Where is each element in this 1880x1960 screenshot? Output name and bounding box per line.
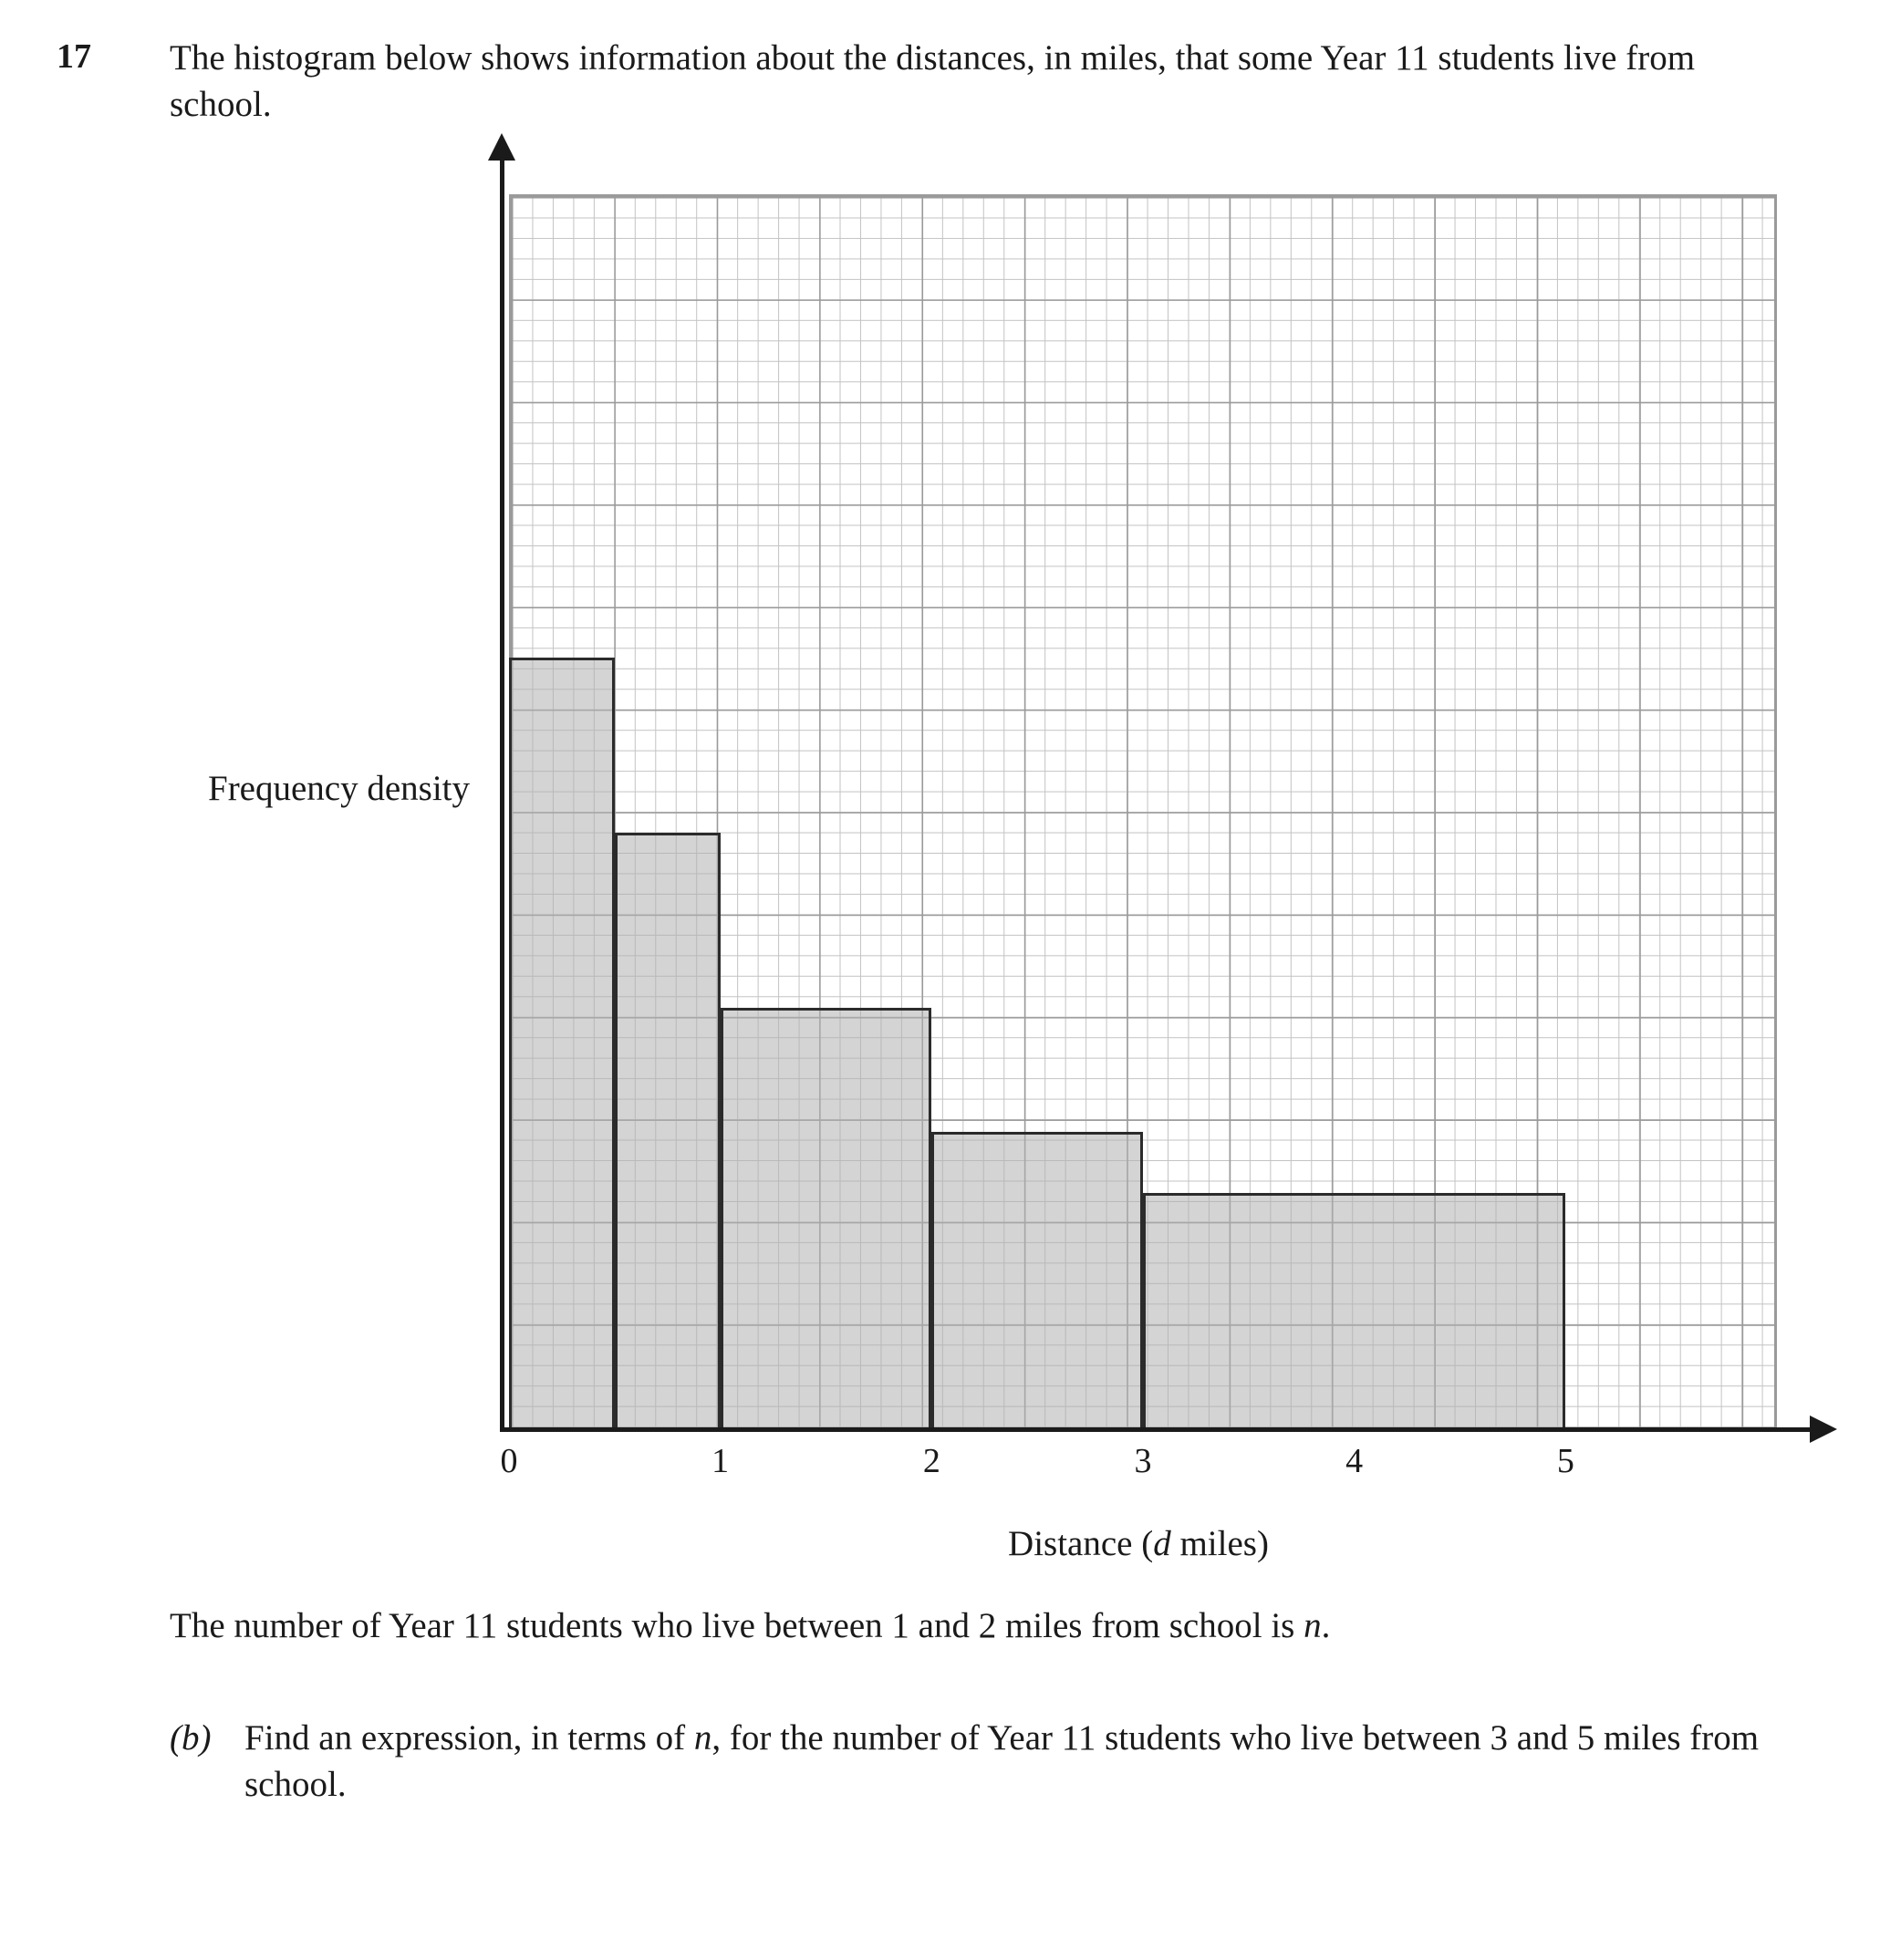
x-axis-line [500, 1427, 1813, 1432]
question-number: 17 [57, 37, 91, 76]
histogram-figure [0, 137, 1880, 1563]
y-axis-line [500, 153, 504, 1430]
x-tick-label: 5 [1556, 1442, 1574, 1480]
x-axis-label [500, 1523, 1777, 1564]
x-tick-label: 3 [1134, 1442, 1152, 1480]
x-tick-label: 4 [1345, 1442, 1364, 1480]
histogram-bar [931, 1132, 1143, 1430]
y-axis-arrow-icon [488, 133, 515, 161]
question-part-b [170, 1715, 1812, 1809]
histogram-bar [509, 658, 615, 1430]
x-tick-label: 1 [711, 1442, 730, 1480]
histogram-bar [1143, 1193, 1565, 1430]
part-b-text: Find an expression, in terms of n, for the number of Year 11 students who live between 3 and 5 miles from school. [244, 1718, 1760, 1805]
histogram-bar [721, 1008, 932, 1430]
plot-area [500, 153, 1777, 1480]
x-axis-label-text: Distance (d miles) [1008, 1524, 1269, 1563]
question-stem: The histogram below shows information about the distances, in miles, that some Year 11 students live from school. [170, 38, 1696, 125]
x-tick-label: 2 [922, 1442, 940, 1480]
below-note: The number of Year 11 students who live between 1 and 2 miles from school is n. [170, 1606, 1331, 1645]
part-b-label: (b) [170, 1718, 212, 1758]
x-axis-arrow-icon [1810, 1416, 1837, 1443]
y-axis-label [208, 766, 482, 813]
histogram-bar [615, 833, 721, 1430]
y-axis-label-text: Frequency density [208, 769, 471, 808]
x-tick-label: 0 [500, 1442, 518, 1480]
